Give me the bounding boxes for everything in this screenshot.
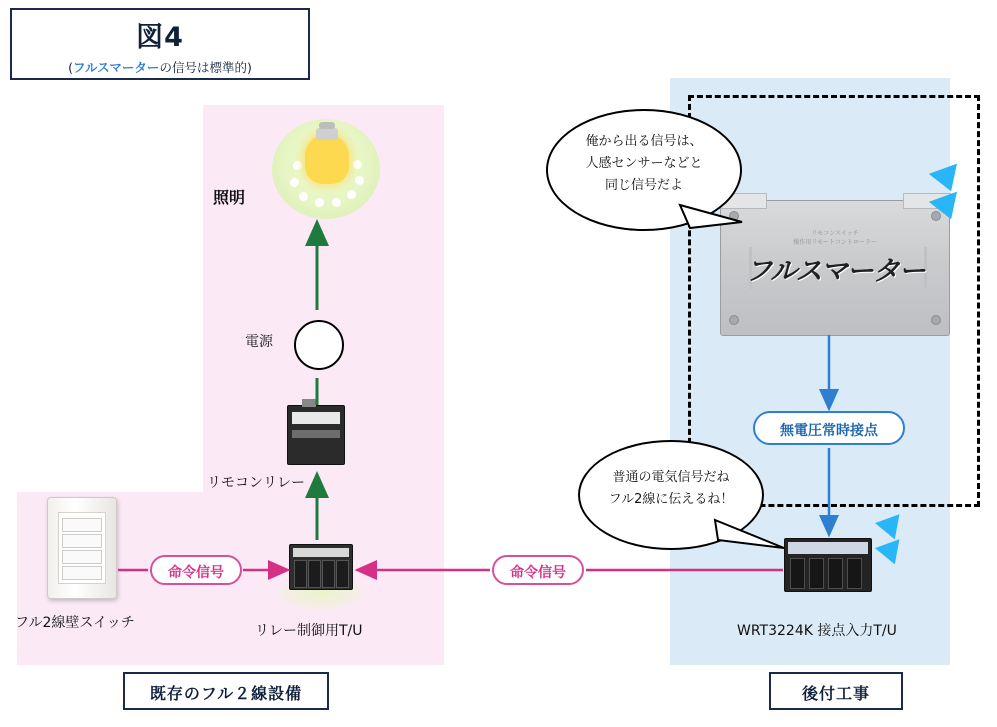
bubble-top-line3: 同じ信号だよ	[604, 178, 683, 194]
fs-logo-text: フルスマーター	[745, 256, 925, 287]
tu-topbar	[293, 548, 349, 557]
zone-label-new: 後付工事	[769, 672, 903, 710]
bubble-top-line1: 俺から出る信号は、	[585, 134, 703, 149]
subtitle-prefix: (	[68, 60, 74, 75]
dry-contact-badge: 無電圧常時接点	[753, 411, 905, 445]
subtitle-rest: の信号は標準的)	[159, 60, 252, 75]
label-relay-control-tu: リレー制御用T/U	[255, 623, 363, 639]
wall-switch-button[interactable]	[62, 550, 102, 564]
bulb-ray-icon	[290, 178, 299, 187]
bulb-ray-icon	[293, 161, 302, 170]
wall-switch-button[interactable]	[62, 566, 102, 580]
fs-caption-line1: リモコンスイッチ	[811, 230, 859, 237]
remote-relay-device	[287, 405, 345, 465]
bubble-top-line2: 人感センサーなどと	[585, 156, 703, 172]
wrt-fin	[828, 558, 843, 589]
bulb-base-top	[319, 122, 335, 129]
bubble-bottom-line1: 普通の電気信号だね	[612, 470, 730, 485]
command-signal-badge-right: 命令信号	[492, 555, 584, 585]
wrt-topbar	[788, 542, 868, 554]
subtitle-highlight: フルスマーター	[73, 60, 160, 75]
relay-control-tu-device	[289, 544, 353, 590]
wrt-fin	[809, 558, 824, 589]
fs-caption	[721, 229, 949, 247]
relay-strip-lower	[292, 430, 340, 438]
relay-tab	[302, 399, 316, 407]
bubble-bottom-line2: フル2線に伝えるね！	[608, 492, 734, 508]
screw-icon	[729, 315, 739, 325]
wall-switch-button[interactable]	[62, 534, 102, 548]
tu-fin	[322, 560, 335, 588]
speech-bubble-bottom	[578, 440, 764, 550]
fs-mount-tab	[903, 193, 951, 209]
tu-fin	[294, 560, 307, 588]
command-signal-badge-left: 命令信号	[150, 555, 242, 585]
bulb-ray-icon	[332, 198, 341, 207]
full-smarter-controller	[720, 200, 950, 336]
wrt-fin	[847, 558, 862, 589]
zone-label-existing: 既存のフル２線設備	[123, 672, 329, 710]
tu-fin	[336, 560, 349, 588]
bulb-ray-icon	[315, 198, 324, 207]
tu-fin	[308, 560, 321, 588]
light-bulb-icon	[305, 134, 349, 184]
bulb-base	[316, 128, 338, 140]
wall-switch-button[interactable]	[62, 518, 102, 532]
screw-icon	[931, 315, 941, 325]
bulb-ray-icon	[347, 190, 356, 199]
fs-caption-line2: 操作用リモートコントローラー	[793, 239, 877, 246]
screw-icon	[931, 211, 941, 221]
wrt3224k-device	[784, 538, 872, 592]
label-wrt-unit: WRT3224K 接点入力T/U	[737, 623, 897, 639]
relay-strip	[292, 412, 340, 424]
screw-icon	[729, 211, 739, 221]
wrt-fin	[790, 558, 805, 589]
speech-bubble-top	[546, 109, 742, 231]
bulb-ray-icon	[299, 192, 308, 201]
page-subtitle	[12, 58, 308, 76]
bulb-ray-icon	[353, 160, 362, 169]
label-power: 電源	[245, 334, 273, 350]
label-remote-relay: リモコンリレー	[207, 475, 305, 491]
ac-power-symbol-icon	[294, 320, 344, 370]
label-wall-switch: フル2線壁スイッチ	[15, 615, 135, 631]
title-box	[10, 8, 310, 80]
label-lighting: 照明	[213, 188, 246, 207]
page-title: 図4	[136, 22, 184, 53]
bulb-ray-icon	[355, 176, 364, 185]
